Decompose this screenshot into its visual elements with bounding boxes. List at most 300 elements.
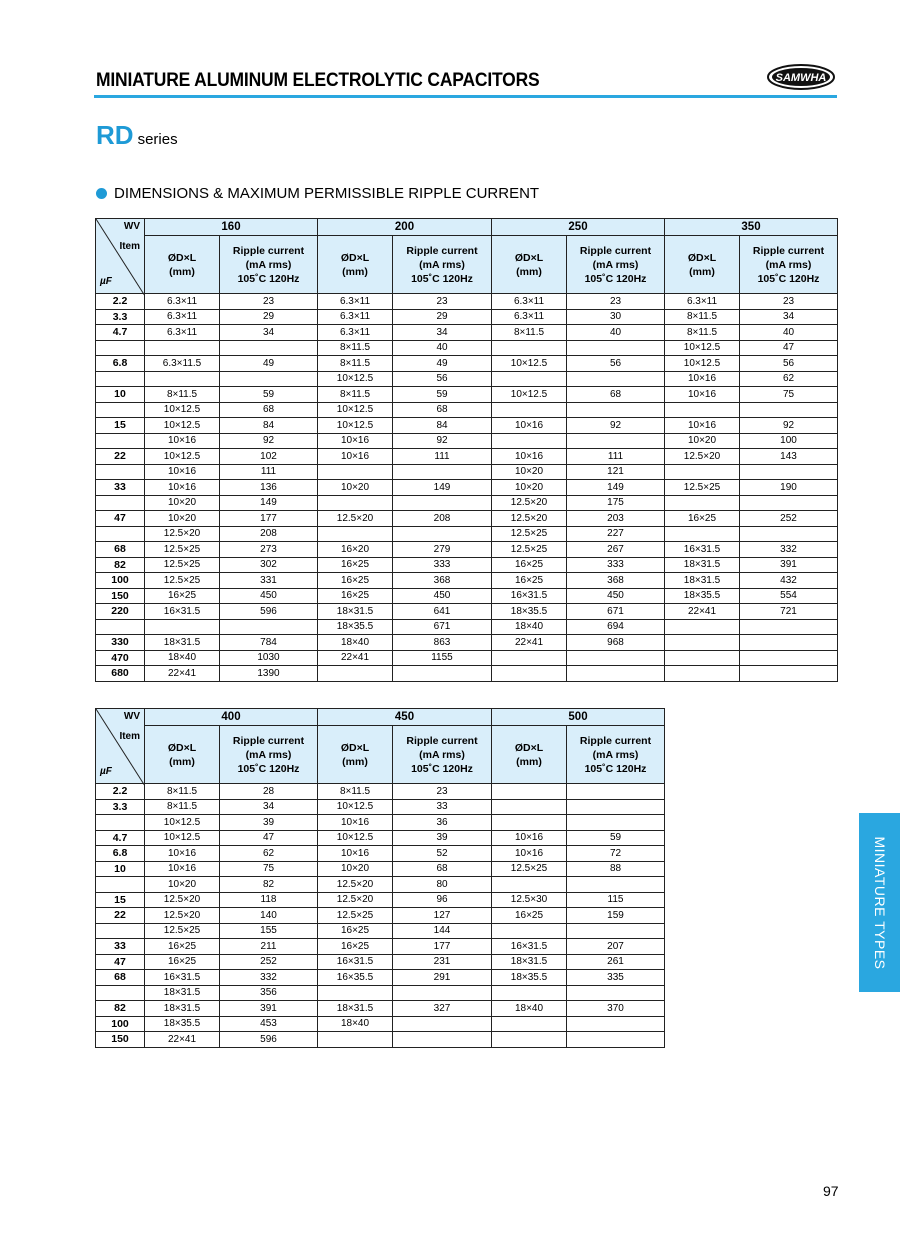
ripple-cell: 432 — [740, 573, 838, 589]
voltage-header: 450 — [318, 709, 492, 726]
rip-header-line1: Ripple current — [406, 734, 478, 747]
ripple-cell — [393, 666, 492, 682]
dimension-column-header — [145, 236, 220, 294]
rip-header-line1: Ripple current — [579, 244, 652, 257]
dimension-cell — [665, 666, 740, 682]
ripple-cell: 111 — [220, 464, 318, 480]
ripple-cell: 302 — [220, 557, 318, 573]
ripple-cell: 92 — [567, 418, 665, 434]
dimension-cell: 10×12.5 — [665, 340, 740, 356]
rip-header-line2: (mA rms) — [245, 748, 292, 761]
ripple-cell: 84 — [393, 418, 492, 434]
dimension-cell: 10×12.5 — [492, 387, 567, 403]
ripple-cell: 88 — [567, 861, 665, 877]
capacitance-cell: 100 — [96, 1016, 145, 1032]
dimension-cell: 12.5×25 — [492, 861, 567, 877]
dimension-cell: 12.5×20 — [665, 449, 740, 465]
dimension-cell: 12.5×20 — [492, 511, 567, 527]
capacitance-cell — [96, 923, 145, 939]
ripple-cell: 28 — [220, 784, 318, 800]
dimension-cell — [492, 799, 567, 815]
column-headers — [96, 236, 838, 294]
wv-label: WV — [123, 221, 140, 232]
table-row — [96, 449, 838, 465]
capacitance-cell: 2.2 — [96, 784, 145, 800]
dimension-cell: 18×31.5 — [318, 1001, 393, 1017]
ripple-cell: 208 — [393, 511, 492, 527]
dimension-cell: 10×16 — [318, 815, 393, 831]
ripple-cell — [393, 495, 492, 511]
capacitance-cell — [96, 371, 145, 387]
capacitance-cell: 15 — [96, 892, 145, 908]
table-row — [96, 309, 838, 325]
ripple-cell: 68 — [393, 402, 492, 418]
capacitance-cell: 68 — [96, 542, 145, 558]
ripple-cell — [393, 1032, 492, 1048]
dim-header-line2: (mm) — [342, 265, 368, 278]
dimension-cell: 10×16 — [145, 464, 220, 480]
ripple-cell — [393, 464, 492, 480]
table-row — [96, 908, 665, 924]
dimension-cell: 10×20 — [145, 495, 220, 511]
dimension-cell: 18×40 — [492, 1001, 567, 1017]
dim-header-line1: ØD×L — [514, 251, 544, 264]
section-title: DIMENSIONS & MAXIMUM PERMISSIBLE RIPPLE CURRENT — [114, 185, 540, 202]
ripple-cell: 23 — [393, 784, 492, 800]
dimension-cell: 10×16 — [665, 387, 740, 403]
dimension-cell: 10×20 — [145, 877, 220, 893]
ripple-cell: 80 — [393, 877, 492, 893]
dimension-cell: 18×31.5 — [665, 573, 740, 589]
ripple-cell — [567, 985, 665, 1001]
ripple-cell: 155 — [220, 923, 318, 939]
voltage-header: 350 — [665, 219, 838, 236]
capacitance-cell: 68 — [96, 970, 145, 986]
ripple-cell: 39 — [220, 815, 318, 831]
dimension-cell — [318, 526, 393, 542]
capacitance-cell: 100 — [96, 573, 145, 589]
dimension-cell: 16×31.5 — [492, 588, 567, 604]
dimension-cell: 10×12.5 — [318, 799, 393, 815]
ripple-cell: 59 — [567, 830, 665, 846]
ripple-cell: 75 — [220, 861, 318, 877]
dimension-cell: 16×31.5 — [145, 604, 220, 620]
dimension-cell: 10×20 — [492, 464, 567, 480]
dimension-cell: 6.3×11 — [318, 294, 393, 310]
ripple-cell: 36 — [393, 815, 492, 831]
page-number: 97 — [823, 1183, 839, 1199]
table-row — [96, 356, 838, 372]
ripple-cell — [567, 433, 665, 449]
ripple-cell — [740, 650, 838, 666]
rip-header-line2: (mA rms) — [592, 748, 639, 761]
dimension-cell — [492, 877, 567, 893]
dimension-cell — [665, 495, 740, 511]
dimension-cell: 12.5×30 — [492, 892, 567, 908]
dimension-cell — [492, 923, 567, 939]
ripple-cell: 671 — [393, 619, 492, 635]
ripple-cell: 29 — [220, 309, 318, 325]
dimension-cell — [145, 371, 220, 387]
table-row — [96, 464, 838, 480]
rip-header-line3: 105˚C 120Hz — [237, 272, 300, 285]
dimension-cell: 16×25 — [318, 923, 393, 939]
dimension-cell: 8×11.5 — [318, 356, 393, 372]
ripple-cell: 596 — [220, 1032, 318, 1048]
dimension-cell — [318, 1032, 393, 1048]
dimension-cell — [145, 340, 220, 356]
ripple-column-header — [567, 726, 665, 784]
table-row — [96, 371, 838, 387]
voltage-header: 160 — [145, 219, 318, 236]
side-tab-miniature-types[interactable] — [859, 813, 900, 992]
rip-header-line2: (mA rms) — [419, 258, 465, 271]
dimension-cell: 12.5×25 — [145, 923, 220, 939]
capacitance-cell: 4.7 — [96, 325, 145, 341]
table-row — [96, 619, 838, 635]
ripple-cell: 62 — [220, 846, 318, 862]
capacitance-cell: 330 — [96, 635, 145, 651]
table-row — [96, 604, 838, 620]
table-row — [96, 557, 838, 573]
dimension-cell — [318, 985, 393, 1001]
dimension-cell: 16×31.5 — [145, 970, 220, 986]
ripple-cell — [567, 340, 665, 356]
ripple-cell — [220, 340, 318, 356]
ripple-cell: 149 — [567, 480, 665, 496]
dimension-cell: 10×16 — [145, 846, 220, 862]
ripple-cell: 75 — [740, 387, 838, 403]
ripple-cell: 721 — [740, 604, 838, 620]
rip-header-line1: Ripple current — [406, 244, 478, 257]
capacitance-cell — [96, 877, 145, 893]
dimension-cell: 6.3×11 — [318, 325, 393, 341]
table-row — [96, 480, 838, 496]
dimension-cell — [492, 650, 567, 666]
dimension-cell: 8×11.5 — [665, 309, 740, 325]
ripple-cell: 252 — [220, 954, 318, 970]
dimension-cell: 8×11.5 — [145, 784, 220, 800]
dimension-cell: 18×40 — [145, 650, 220, 666]
dimension-cell: 12.5×20 — [318, 877, 393, 893]
dimension-cell: 10×12.5 — [318, 371, 393, 387]
capacitance-cell: 150 — [96, 1032, 145, 1048]
dimension-cell: 10×16 — [318, 433, 393, 449]
dimension-cell: 6.3×11 — [492, 309, 567, 325]
dimension-cell: 6.3×11 — [318, 309, 393, 325]
bullet-icon — [96, 188, 107, 199]
dimension-cell: 6.3×11 — [665, 294, 740, 310]
svg-text:SAMWHA: SAMWHA — [775, 72, 827, 84]
dim-header-line1: ØD×L — [340, 251, 370, 264]
ripple-cell: 671 — [567, 604, 665, 620]
table-row — [96, 799, 665, 815]
ripple-cell: 332 — [740, 542, 838, 558]
ripple-table-low-voltage — [95, 218, 838, 682]
dimension-cell: 18×35.5 — [492, 970, 567, 986]
title-rule — [94, 95, 837, 98]
ripple-cell: 23 — [393, 294, 492, 310]
ripple-cell: 273 — [220, 542, 318, 558]
ripple-cell: 56 — [567, 356, 665, 372]
ripple-cell: 40 — [740, 325, 838, 341]
dimension-cell: 16×25 — [145, 954, 220, 970]
rip-header-line2: (mA rms) — [765, 258, 812, 271]
ripple-cell: 144 — [393, 923, 492, 939]
capacitance-cell: 22 — [96, 449, 145, 465]
ripple-cell — [740, 666, 838, 682]
ripple-cell: 450 — [220, 588, 318, 604]
dim-header-line1: ØD×L — [167, 741, 197, 754]
table-row — [96, 666, 838, 682]
capacitance-cell: 3.3 — [96, 309, 145, 325]
dim-header-line1: ØD×L — [340, 741, 370, 754]
dimension-cell: 16×25 — [318, 573, 393, 589]
table-row — [96, 923, 665, 939]
ripple-cell: 92 — [740, 418, 838, 434]
capacitance-cell: 82 — [96, 1001, 145, 1017]
ripple-cell: 784 — [220, 635, 318, 651]
dimension-cell — [492, 340, 567, 356]
ripple-cell: 92 — [393, 433, 492, 449]
dimension-cell: 10×16 — [492, 418, 567, 434]
ripple-cell: 47 — [220, 830, 318, 846]
dimension-cell: 16×31.5 — [492, 939, 567, 955]
ripple-cell: 29 — [393, 309, 492, 325]
dimension-cell: 10×12.5 — [145, 449, 220, 465]
table-row — [96, 402, 838, 418]
dimension-cell: 22×41 — [145, 666, 220, 682]
ripple-cell: 121 — [567, 464, 665, 480]
ripple-cell — [567, 402, 665, 418]
ripple-cell: 968 — [567, 635, 665, 651]
table-row — [96, 588, 838, 604]
ripple-cell: 96 — [393, 892, 492, 908]
ripple-cell: 356 — [220, 985, 318, 1001]
column-headers — [96, 726, 665, 784]
ripple-cell: 68 — [393, 861, 492, 877]
ripple-cell: 68 — [220, 402, 318, 418]
ripple-cell — [567, 1016, 665, 1032]
dimension-cell — [492, 433, 567, 449]
dimension-cell: 10×20 — [318, 480, 393, 496]
ripple-cell: 261 — [567, 954, 665, 970]
ripple-cell: 641 — [393, 604, 492, 620]
ripple-cell: 23 — [740, 294, 838, 310]
ripple-cell: 143 — [740, 449, 838, 465]
table-row — [96, 892, 665, 908]
dimension-cell: 16×25 — [492, 573, 567, 589]
ripple-cell: 453 — [220, 1016, 318, 1032]
dimension-cell — [665, 619, 740, 635]
series-code: RD — [96, 120, 134, 150]
dimension-cell — [492, 1032, 567, 1048]
dimension-cell — [665, 650, 740, 666]
voltage-header: 200 — [318, 219, 492, 236]
dimension-cell — [318, 495, 393, 511]
dimension-cell: 10×12.5 — [145, 830, 220, 846]
dimension-cell: 8×11.5 — [318, 340, 393, 356]
ripple-cell: 56 — [393, 371, 492, 387]
capacitance-cell: 6.8 — [96, 356, 145, 372]
ripple-cell: 450 — [393, 588, 492, 604]
uf-label: µF — [100, 276, 112, 287]
dimension-cell: 8×11.5 — [145, 387, 220, 403]
dimension-cell: 22×41 — [665, 604, 740, 620]
ripple-cell: 333 — [567, 557, 665, 573]
capacitance-cell: 150 — [96, 588, 145, 604]
ripple-cell: 331 — [220, 573, 318, 589]
dimension-column-header — [145, 726, 220, 784]
dimension-cell — [318, 666, 393, 682]
rip-header-line3: 105˚C 120Hz — [584, 272, 647, 285]
ripple-cell: 34 — [220, 325, 318, 341]
ripple-cell: 102 — [220, 449, 318, 465]
ripple-cell: 368 — [393, 573, 492, 589]
dimension-cell: 18×40 — [492, 619, 567, 635]
dimension-cell: 10×20 — [318, 861, 393, 877]
dimension-cell: 10×20 — [492, 480, 567, 496]
dimension-cell — [492, 985, 567, 1001]
dim-header-line2: (mm) — [169, 265, 195, 278]
dimension-column-header — [492, 236, 567, 294]
dimension-cell: 6.3×11 — [145, 294, 220, 310]
ripple-cell: 203 — [567, 511, 665, 527]
ripple-cell — [740, 635, 838, 651]
ripple-cell: 62 — [740, 371, 838, 387]
table-row — [96, 1032, 665, 1048]
ripple-cell: 23 — [220, 294, 318, 310]
dimension-column-header — [492, 726, 567, 784]
ripple-cell: 190 — [740, 480, 838, 496]
dimension-cell — [492, 371, 567, 387]
dimension-cell: 12.5×20 — [318, 892, 393, 908]
ripple-cell: 23 — [567, 294, 665, 310]
capacitance-cell — [96, 464, 145, 480]
dimension-cell: 12.5×25 — [145, 573, 220, 589]
ripple-cell: 115 — [567, 892, 665, 908]
ripple-cell: 47 — [740, 340, 838, 356]
dim-header-line2: (mm) — [516, 265, 542, 278]
capacitance-cell — [96, 985, 145, 1001]
dimension-cell: 12.5×20 — [145, 892, 220, 908]
capacitance-cell: 82 — [96, 557, 145, 573]
rip-header-line2: (mA rms) — [419, 748, 465, 761]
ripple-cell: 208 — [220, 526, 318, 542]
ripple-cell: 333 — [393, 557, 492, 573]
dim-header-line2: (mm) — [342, 755, 368, 768]
dimension-cell: 18×31.5 — [318, 604, 393, 620]
ripple-cell: 207 — [567, 939, 665, 955]
ripple-cell — [740, 526, 838, 542]
ripple-cell: 111 — [393, 449, 492, 465]
dimension-cell: 10×16 — [318, 846, 393, 862]
ripple-cell — [567, 1032, 665, 1048]
ripple-cell: 368 — [567, 573, 665, 589]
table-row — [96, 830, 665, 846]
dimension-cell: 6.3×11 — [492, 294, 567, 310]
dimension-cell: 18×31.5 — [492, 954, 567, 970]
dimension-column-header — [665, 236, 740, 294]
dimension-cell: 22×41 — [318, 650, 393, 666]
dimension-cell — [665, 402, 740, 418]
dimension-cell: 22×41 — [145, 1032, 220, 1048]
dimension-cell: 18×40 — [318, 635, 393, 651]
dimension-cell: 16×25 — [318, 557, 393, 573]
capacitance-cell: 15 — [96, 418, 145, 434]
rip-header-line1: Ripple current — [232, 734, 305, 747]
capacitance-cell — [96, 526, 145, 542]
dimension-cell: 10×16 — [145, 433, 220, 449]
dimension-cell: 10×16 — [145, 480, 220, 496]
table-row — [96, 954, 665, 970]
item-label: Item — [119, 241, 140, 252]
table-corner-header — [96, 219, 145, 294]
page-title: MINIATURE ALUMINUM ELECTROLYTIC CAPACITORS — [96, 70, 540, 91]
capacitance-cell: 680 — [96, 666, 145, 682]
capacitance-cell: 22 — [96, 908, 145, 924]
dimension-cell: 10×12.5 — [145, 815, 220, 831]
ripple-cell: 332 — [220, 970, 318, 986]
dimension-cell — [492, 666, 567, 682]
dimension-cell: 10×20 — [665, 433, 740, 449]
dimension-cell — [492, 815, 567, 831]
dimension-cell — [492, 1016, 567, 1032]
ripple-cell: 335 — [567, 970, 665, 986]
table-row — [96, 846, 665, 862]
capacitance-cell: 47 — [96, 954, 145, 970]
capacitance-cell: 3.3 — [96, 799, 145, 815]
dimension-cell: 12.5×25 — [492, 542, 567, 558]
ripple-cell: 279 — [393, 542, 492, 558]
table-row — [96, 542, 838, 558]
table-row — [96, 784, 665, 800]
ripple-cell: 72 — [567, 846, 665, 862]
ripple-cell: 149 — [220, 495, 318, 511]
rip-header-line1: Ripple current — [232, 244, 305, 257]
ripple-cell — [740, 402, 838, 418]
ripple-cell — [393, 1016, 492, 1032]
dimension-cell: 12.5×25 — [145, 542, 220, 558]
dimension-cell: 12.5×20 — [145, 908, 220, 924]
ripple-cell: 100 — [740, 433, 838, 449]
dimension-cell: 10×12.5 — [145, 402, 220, 418]
ripple-cell: 159 — [567, 908, 665, 924]
dimension-cell: 8×11.5 — [665, 325, 740, 341]
ripple-cell: 177 — [220, 511, 318, 527]
dimension-cell — [318, 464, 393, 480]
ripple-cell: 136 — [220, 480, 318, 496]
dimension-column-header — [318, 726, 393, 784]
dimension-cell: 10×16 — [665, 418, 740, 434]
ripple-cell: 127 — [393, 908, 492, 924]
capacitance-cell — [96, 402, 145, 418]
table-row — [96, 939, 665, 955]
dimension-cell — [665, 526, 740, 542]
dimension-cell: 10×16 — [492, 846, 567, 862]
table-row — [96, 495, 838, 511]
ripple-cell: 1390 — [220, 666, 318, 682]
ripple-cell: 1155 — [393, 650, 492, 666]
dimension-cell: 10×12.5 — [492, 356, 567, 372]
dimension-cell: 12.5×20 — [145, 526, 220, 542]
dimension-cell: 16×31.5 — [665, 542, 740, 558]
ripple-cell: 267 — [567, 542, 665, 558]
table-row — [96, 387, 838, 403]
dimension-cell: 16×35.5 — [318, 970, 393, 986]
dimension-cell: 6.3×11 — [145, 325, 220, 341]
dimension-cell: 22×41 — [492, 635, 567, 651]
